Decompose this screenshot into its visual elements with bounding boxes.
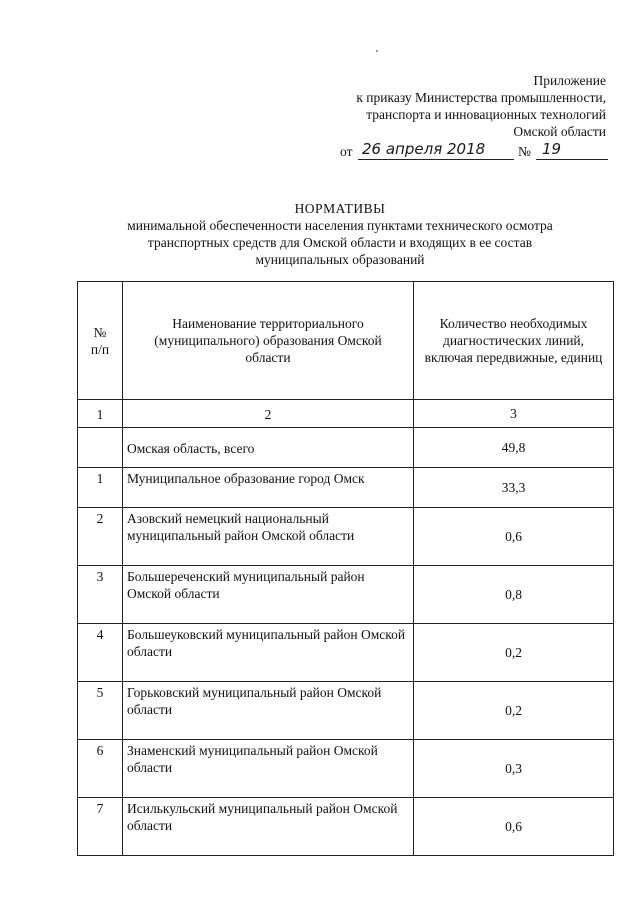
order-date-line: [340, 140, 608, 162]
row-value: 0,3: [414, 740, 614, 798]
column-number: 1: [78, 400, 123, 428]
title-subtitle: муниципальных образований: [255, 252, 425, 267]
title-subtitle: минимальной обеспеченности населения пунктами технического осмотра: [127, 218, 553, 233]
document-title: [90, 200, 590, 268]
header-num-symbol: №: [93, 325, 107, 340]
total-num-cell: [78, 428, 123, 468]
total-value: 49,8: [414, 428, 614, 468]
from-label: от: [340, 144, 353, 159]
total-name: Омская область, всего: [123, 428, 414, 468]
table-header-row: [78, 282, 614, 400]
row-name: Большереченский муниципальный район Омской области: [123, 566, 414, 624]
norms-table: [77, 281, 614, 856]
row-number: 3: [78, 566, 123, 624]
row-value: 0,2: [414, 682, 614, 740]
row-value: 33,3: [414, 468, 614, 508]
row-value: 0,6: [414, 508, 614, 566]
table-row: [78, 624, 614, 682]
appendix-line: к приказу Министерства промышленности,: [356, 90, 606, 105]
row-name: Азовский немецкий национальный муниципальный район Омской области: [123, 508, 414, 566]
row-name: Знаменский муниципальный район Омской области: [123, 740, 414, 798]
row-value: 0,2: [414, 624, 614, 682]
row-number: 4: [78, 624, 123, 682]
column-number-row: [78, 400, 614, 428]
header-num-pp: п/п: [90, 342, 110, 357]
table-row: [78, 566, 614, 624]
number-label: №: [518, 144, 531, 159]
row-name: Муниципальное образование город Омск: [123, 468, 414, 508]
row-number: 7: [78, 798, 123, 856]
table-row: [78, 468, 614, 508]
scan-speck: [376, 50, 378, 52]
row-number: 2: [78, 508, 123, 566]
row-value: 0,6: [414, 798, 614, 856]
table-row: [78, 740, 614, 798]
row-number: 6: [78, 740, 123, 798]
table-row: [78, 682, 614, 740]
row-name: Исилькульский муниципальный район Омской области: [123, 798, 414, 856]
row-number: 5: [78, 682, 123, 740]
header-num: [78, 282, 123, 400]
title-subtitle: транспортных средств для Омской области и входящих в ее состав: [147, 235, 533, 250]
appendix-line: Приложение: [533, 73, 606, 88]
total-row: [78, 428, 614, 468]
table-row: [78, 798, 614, 856]
table-row: [78, 508, 614, 566]
appendix-line: Омской области: [513, 124, 606, 139]
appendix-header: [356, 72, 606, 140]
handwritten-number: 19: [542, 140, 562, 158]
row-number: 1: [78, 468, 123, 508]
number-underline: [536, 159, 608, 160]
row-value: 0,8: [414, 566, 614, 624]
row-name: Большеуковский муниципальный район Омской области: [123, 624, 414, 682]
handwritten-date: 26 апреля 2018: [362, 140, 486, 158]
appendix-line: транспорта и инновационных технологий: [366, 107, 606, 122]
date-underline: [358, 159, 514, 160]
header-name: Наименование территориального (муниципального) образования Омской области: [123, 282, 414, 400]
column-number: 2: [123, 400, 414, 428]
title-main: НОРМАТИВЫ: [294, 201, 386, 216]
column-number: 3: [414, 400, 614, 428]
row-name: Горьковский муниципальный район Омской области: [123, 682, 414, 740]
header-qty: Количество необходимых диагностических линий, включая передвижные, единиц: [414, 282, 614, 400]
